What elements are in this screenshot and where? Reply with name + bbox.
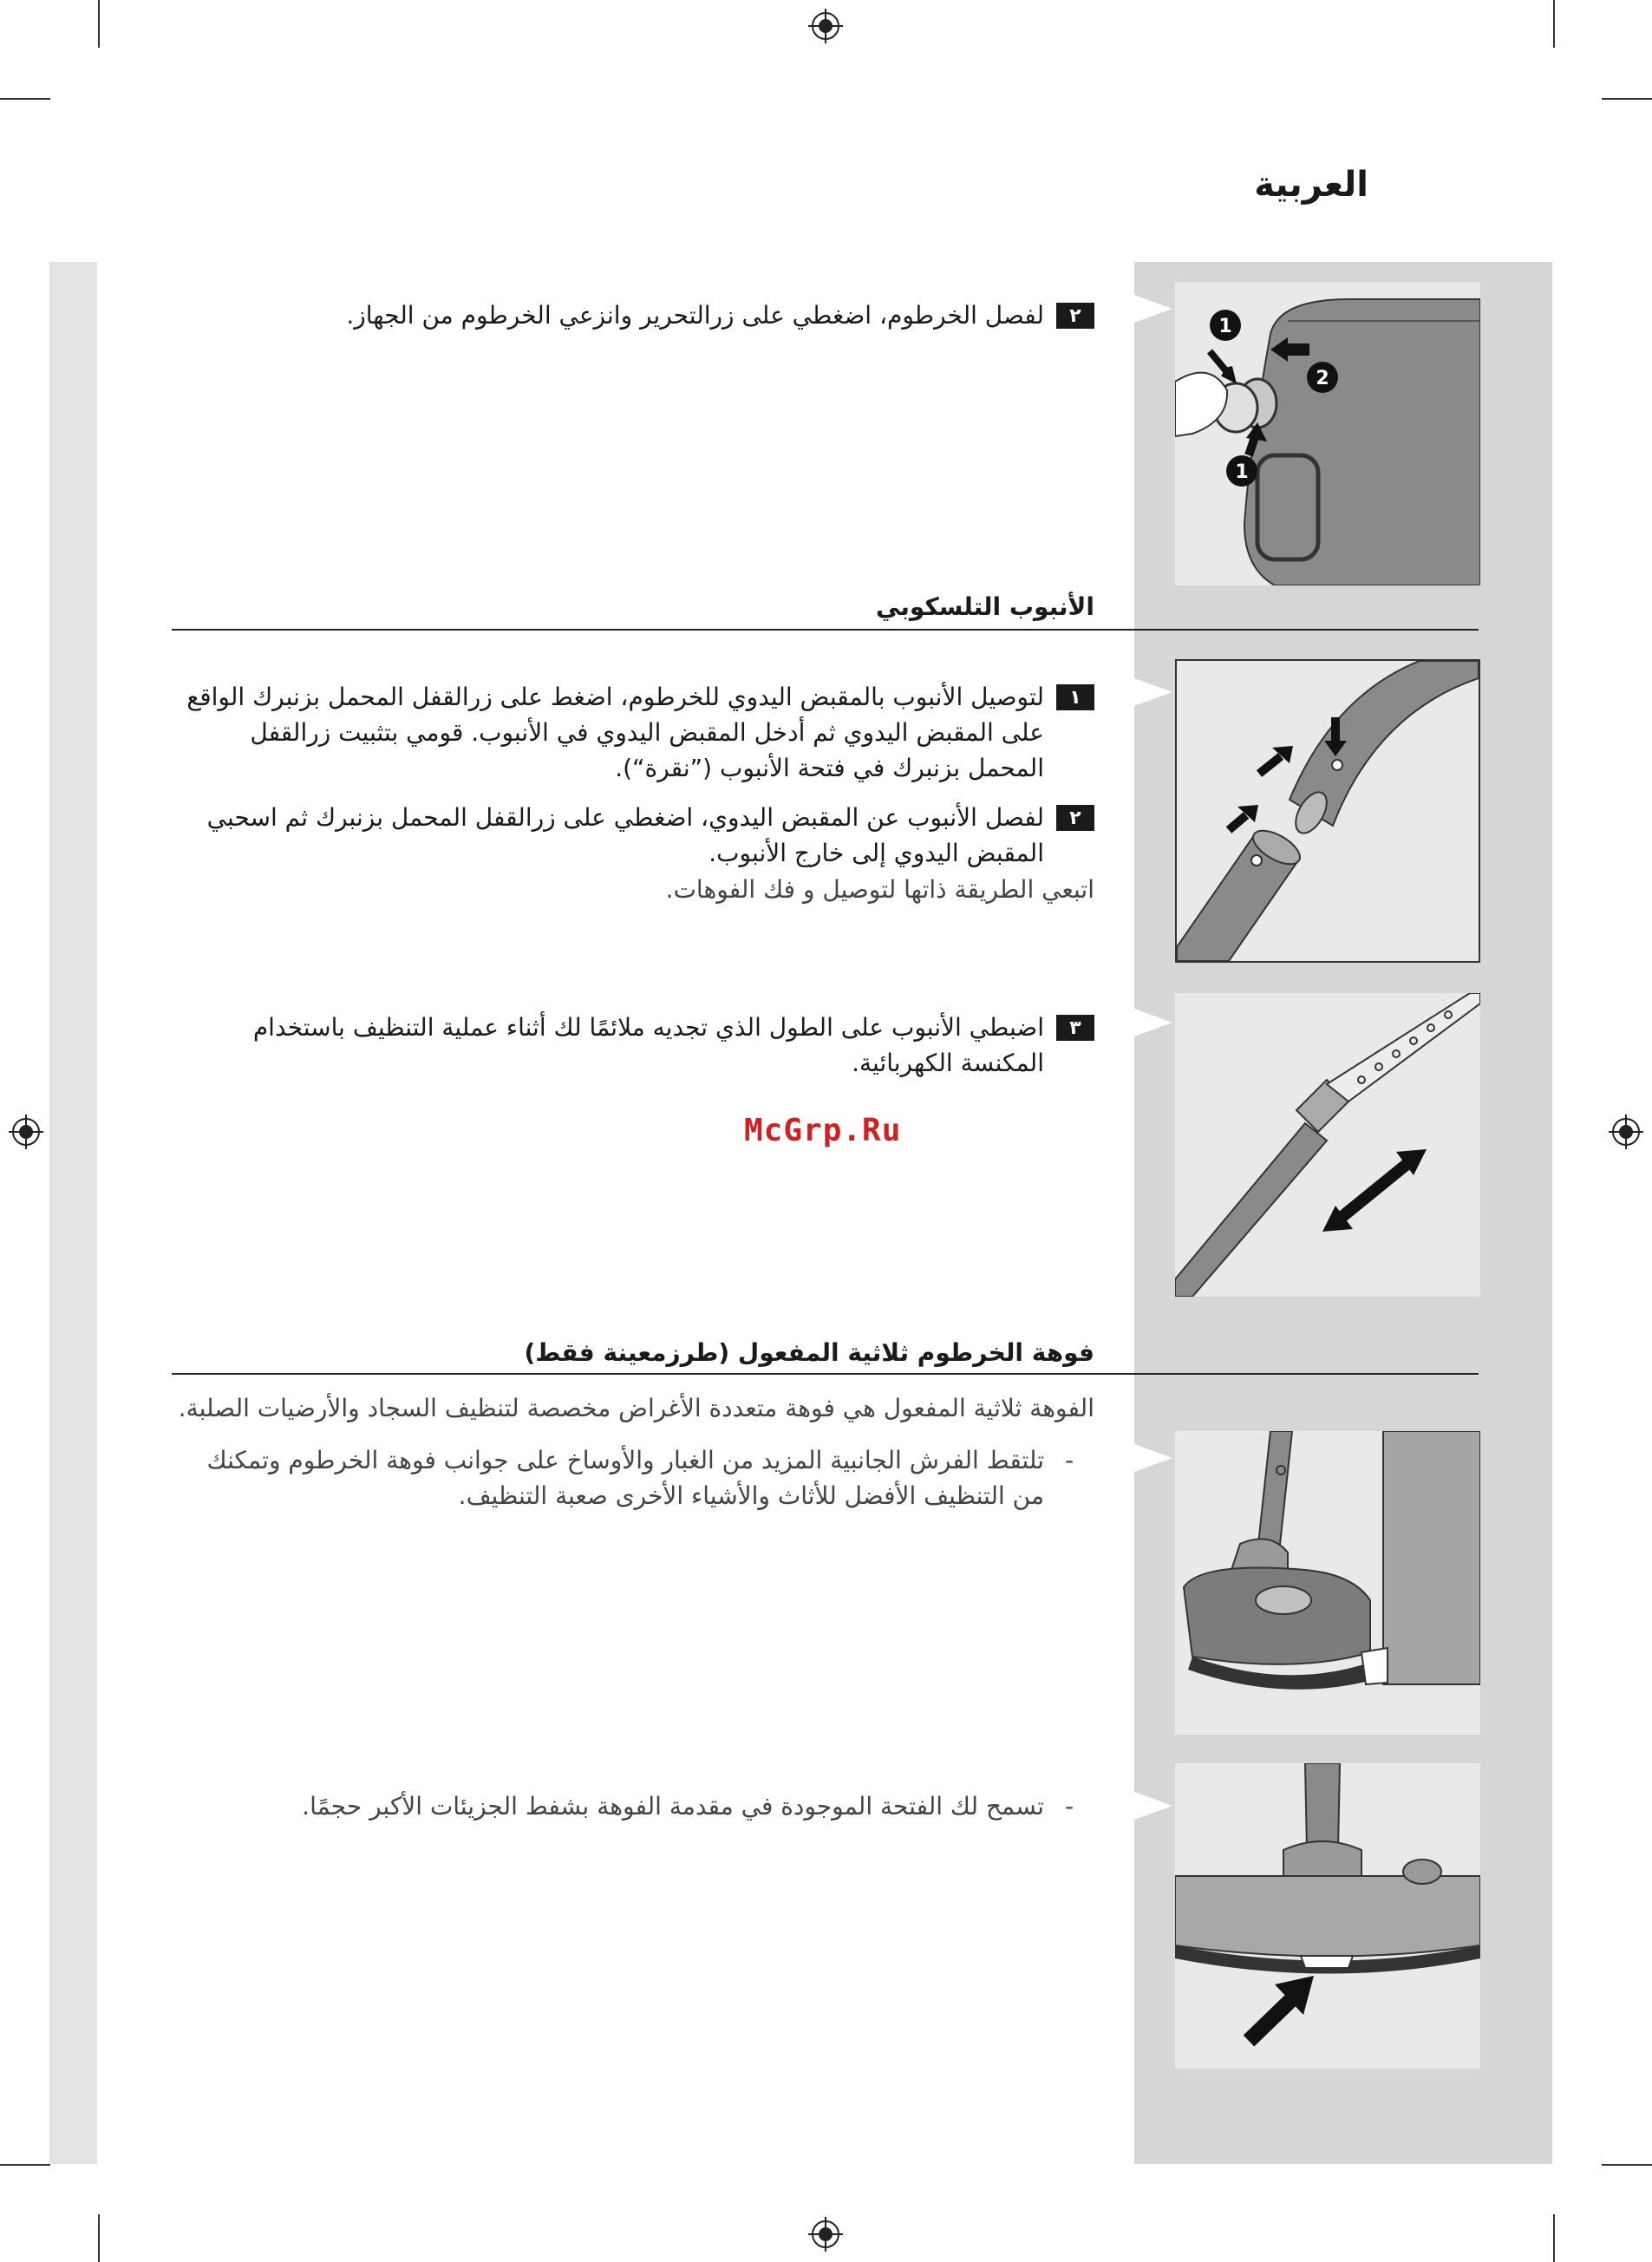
pointer-chevron	[1134, 1009, 1172, 1036]
step-number: ٢	[1056, 805, 1094, 831]
pointer-chevron	[1134, 1792, 1172, 1820]
watermark: McGrp.Ru	[744, 1113, 902, 1148]
crop-mark	[98, 0, 100, 48]
step-text: اضبطي الأنبوب على الطول الذي تجديه ملائمًا لك أثناء عملية التنظيف باستخدام المكنسة الكهربائية.	[252, 1013, 1044, 1077]
pointer-chevron	[1134, 295, 1172, 323]
nozzle-bullet-1	[175, 1442, 1094, 1513]
crop-mark	[1602, 98, 1652, 100]
crop-mark	[98, 2214, 100, 2262]
figure-label: 1	[1235, 461, 1249, 483]
telescopic-note: اتبعي الطريقة ذاتها لتوصيل و فك الفوهات.	[665, 875, 1094, 904]
registration-mark-icon	[808, 9, 843, 43]
step-text: لفصل الخرطوم، اضغطي على زرالتحرير وانزعي الخرطوم من الجهاز.	[346, 301, 1044, 330]
nozzle-intro: الفوهة ثلاثية المفعول هي فوهة متعددة الأغراض مخصصة لتنظيف السجاد والأرضيات الصلبة.	[178, 1394, 1094, 1422]
telescopic-step-1	[175, 679, 1094, 786]
tube-connect-illustration	[1175, 659, 1480, 963]
left-margin-bar	[49, 262, 97, 2164]
figure-label: 1	[1218, 316, 1232, 337]
crop-mark	[0, 2164, 50, 2166]
section-heading-nozzle: فوهة الخرطوم ثلاثية المفعول (طرزمعينة فقط)	[524, 1338, 1094, 1367]
page-language-title: العربية	[1254, 165, 1368, 205]
registration-mark-icon	[9, 1115, 43, 1149]
step-number: ٢	[1056, 303, 1094, 329]
crop-mark	[0, 98, 50, 100]
telescopic-step-3	[175, 1010, 1094, 1081]
hose-release-illustration	[1175, 282, 1480, 585]
tube-length-illustration	[1175, 993, 1480, 1297]
front-opening-illustration	[1175, 1763, 1480, 2069]
section-rule	[172, 1373, 1479, 1375]
bullet-marker: -	[1064, 1792, 1074, 1821]
bullet-text: تلتقط الفرش الجانبية المزيد من الغبار والأوساخ على جوانب فوهة الخرطوم وتمكنك من التنظيف الأفضل للأثاث والأشياء الأخرى صعبة التنظيف.	[206, 1446, 1044, 1510]
pointer-chevron	[1134, 678, 1172, 706]
section-heading-telescopic: الأنبوب التلسكوبي	[876, 592, 1094, 621]
hose-step-2	[175, 297, 1094, 333]
crop-mark	[1602, 2164, 1652, 2166]
bullet-marker: -	[1064, 1446, 1074, 1474]
side-brushes-illustration	[1175, 1431, 1480, 1735]
step-text: لتوصيل الأنبوب بالمقبض اليدوي للخرطوم، اضغط على زرالقفل المحمل بزنبرك الواقع على المقبض اليدوي ثم أدخل المقبض اليدوي في الأنبوب. قومي بتثبيت زرالقفل المحمل بزنبرك في فتحة الأنبوب (”نقرة“).	[186, 683, 1044, 782]
figure-label: 2	[1316, 368, 1329, 389]
registration-mark-icon	[808, 2217, 843, 2252]
section-rule	[172, 629, 1479, 631]
registration-mark-icon	[1609, 1115, 1643, 1149]
nozzle-bullet-2	[175, 1788, 1094, 1824]
telescopic-step-2	[175, 800, 1094, 871]
step-number: ٣	[1056, 1015, 1094, 1041]
crop-mark	[1553, 0, 1555, 48]
bullet-text: تسمح لك الفتحة الموجودة في مقدمة الفوهة بشفط الجزيئات الأكبر حجمًا.	[302, 1792, 1044, 1821]
step-text: لفصل الأنبوب عن المقبض اليدوي، اضغطي على زرالقفل المحمل بزنبرك ثم اسحبي المقبض اليدوي إلى خارج الأنبوب.	[206, 803, 1044, 867]
step-number: ١	[1056, 684, 1094, 710]
pointer-chevron	[1134, 1444, 1172, 1472]
crop-mark	[1553, 2214, 1555, 2262]
